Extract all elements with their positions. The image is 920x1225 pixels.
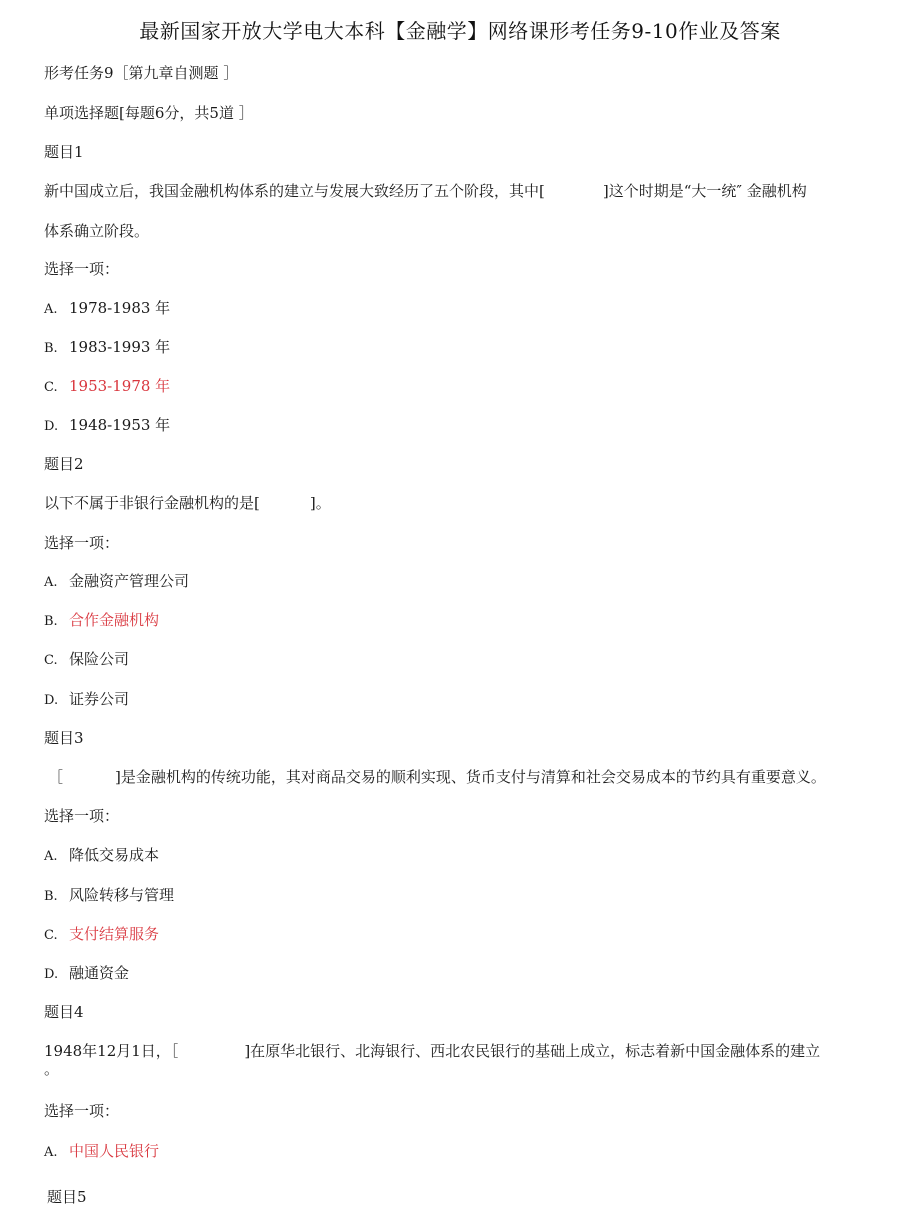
question-3-option-d[interactable] — [44, 962, 129, 986]
question-2-label: 题目2 — [44, 455, 84, 473]
correct-answer-text: 1953-1978 年 — [69, 377, 171, 395]
question-1-stem-part-b: ]这个时期是“大一统″ 金融机构 — [602, 182, 807, 200]
correct-answer-text: 支付结算服务 — [69, 925, 160, 943]
question-2-stem-part-b: ]。 — [309, 494, 331, 512]
question-1-stem-line2: 体系确立阶段。 — [44, 222, 150, 240]
question-5-label: 题目5 — [47, 1188, 87, 1206]
option-text: 金融资产管理公司 — [69, 572, 190, 590]
question-2-stem — [44, 492, 331, 514]
option-text: 1978-1983 年 — [69, 299, 171, 317]
option-letter: C. — [44, 380, 58, 395]
option-text: 保险公司 — [69, 650, 130, 668]
question-2-option-d[interactable] — [44, 688, 129, 712]
option-letter: C. — [44, 928, 58, 943]
question-1-choose-label: 选择一项： — [44, 260, 120, 278]
option-letter: B. — [44, 341, 58, 356]
question-1-option-b[interactable] — [44, 336, 170, 360]
question-3-stem-part-b: ]是金融机构的传统功能，其对商品交易的顺利实现、货币支付与清算和社会交易成本的节约具有重要意义。 — [115, 768, 826, 786]
option-letter: A. — [44, 849, 58, 864]
option-letter: D. — [44, 419, 59, 434]
question-3-stem-part-a: ［ — [48, 768, 64, 786]
question-1-stem — [44, 180, 807, 202]
document-title: 最新国家开放大学电大本科【金融学】网络课形考任务9-10作业及答案 — [139, 19, 781, 43]
option-text: 证券公司 — [69, 690, 130, 708]
option-letter: D. — [44, 693, 59, 708]
question-4-option-a[interactable] — [44, 1140, 159, 1164]
question-4-stem-part-b: ]在原华北银行、北海银行、西北农民银行的基础上成立，标志着新中国金融体系的建立 — [244, 1042, 821, 1060]
question-2-option-a[interactable] — [44, 570, 189, 594]
correct-answer-text: 中国人民银行 — [69, 1142, 160, 1160]
question-2-option-b[interactable] — [44, 609, 159, 633]
question-1-label: 题目1 — [44, 143, 84, 161]
question-2-choose-label: 选择一项： — [44, 534, 120, 552]
question-3-option-a[interactable] — [44, 844, 159, 868]
question-4-stem-part-a: 1948年12月1日，［ — [44, 1042, 179, 1060]
option-letter: A. — [44, 1145, 58, 1160]
option-letter: D. — [44, 967, 59, 982]
option-letter: A. — [44, 302, 58, 317]
question-3-choose-label: 选择一项： — [44, 807, 120, 825]
question-1-option-d[interactable] — [44, 414, 170, 438]
question-3-option-c[interactable] — [44, 923, 159, 947]
correct-answer-text: 合作金融机构 — [69, 611, 160, 629]
question-4-stem — [44, 1040, 820, 1062]
question-2-option-c[interactable] — [44, 648, 129, 672]
question-1-option-c[interactable] — [44, 375, 170, 399]
question-3-stem — [48, 766, 826, 788]
option-text: 风险转移与管理 — [69, 886, 175, 904]
option-text: 1948-1953 年 — [69, 416, 171, 434]
section-header: 单项选择题[每题6分，共5道 ］ — [44, 104, 254, 122]
question-1-stem-part-a: 新中国成立后，我国金融机构体系的建立与发展大致经历了五个阶段，其中[ — [44, 182, 545, 200]
option-letter: A. — [44, 575, 58, 590]
task-header: 形考任务9［第九章自测题 ］ — [44, 64, 239, 82]
option-letter: B. — [44, 614, 58, 629]
question-3-option-b[interactable] — [44, 884, 174, 908]
option-text: 融通资金 — [69, 964, 130, 982]
question-3-label: 题目3 — [44, 729, 84, 747]
option-letter: C. — [44, 653, 58, 668]
question-4-label: 题目4 — [44, 1003, 84, 1021]
option-text: 降低交易成本 — [69, 846, 160, 864]
option-letter: B. — [44, 889, 58, 904]
question-4-stem-line2: 。 — [44, 1060, 60, 1078]
question-4-choose-label: 选择一项： — [44, 1102, 120, 1120]
question-2-stem-part-a: 以下不属于非银行金融机构的是[ — [44, 494, 260, 512]
option-text: 1983-1993 年 — [69, 338, 171, 356]
question-1-option-a[interactable] — [44, 297, 170, 321]
